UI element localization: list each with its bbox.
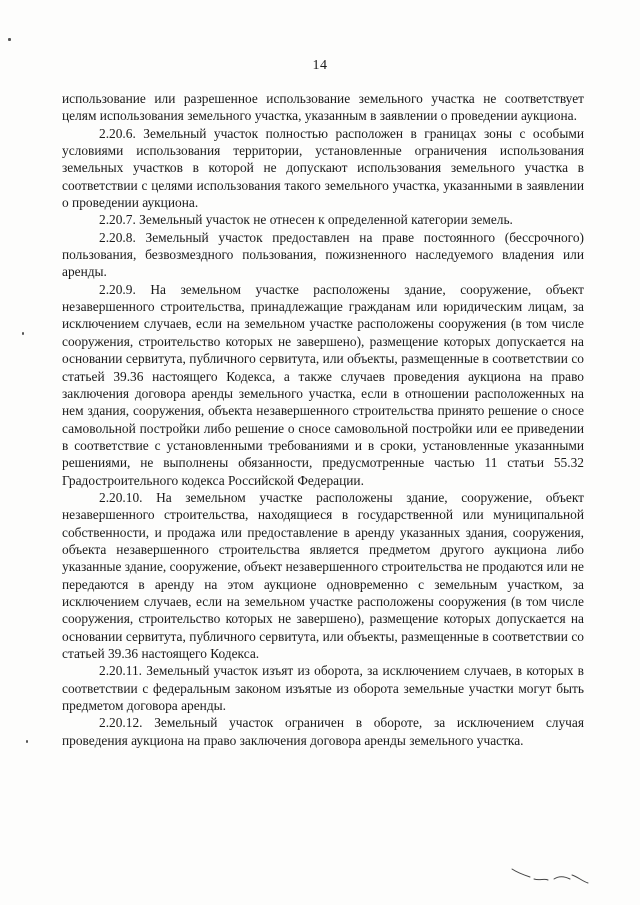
paragraph-2-20-12: 2.20.12. Земельный участок ограничен в обороте, за исключением случая проведения аукциона на право заключения договора аренды земельного участка. [62, 715, 584, 748]
paragraph-2-20-8: 2.20.8. Земельный участок предоставлен на праве постоянного (бессрочного) пользования, безвозмездного пользования, пожизненного наследуемого владения или аренды. [62, 229, 584, 280]
paragraph-2-20-6: 2.20.6. Земельный участок полностью расположен в границах зоны с особыми условиями использования территории, установленные ограничения использования земельных участков в которой не допускают использования земельного участка в соответствии с целями использования такого земельного участка, указанными в заявлении о проведении аукциона. [62, 125, 584, 211]
paragraph-2-20-7: 2.20.7. Земельный участок не отнесен к определенной категории земель. [99, 212, 513, 228]
scan-mark [8, 38, 11, 41]
document-body [62, 90, 584, 749]
signature-scribble [510, 861, 590, 887]
paragraph-continuation: использование или разрешенное использование земельного участка не соответствует целям использования земельного участка, указанным в заявлении о проведении аукциона. [62, 91, 584, 124]
scan-mark [22, 332, 24, 335]
paragraph-2-20-10: 2.20.10. На земельном участке расположены здание, сооружение, объект незавершенного строительства, находящиеся в государственной или муниципальной собственности, и продажа или предоставление в аренду указанных здания, сооружения, объекта незавершенного строительства является предметом другого аукциона либо указанные здание, сооружение, объект незавершенного строительства не продаются или не передаются в аренду на этом аукционе одновременно с земельным участком, за исключением случаев, если на земельном участке расположены сооружения (в том числе сооружения, строительство которых не завершено), размещение которых допускается на основании сервитута, публичного сервитута, или объекты, размещенные в соответствии со статьей 39.36 настоящего Кодекса. [62, 489, 584, 661]
paragraph-2-20-11: 2.20.11. Земельный участок изъят из оборота, за исключением случаев, в которых в соответствии с федеральным законом изъятые из оборота земельные участки могут быть предметом договора аренды. [62, 663, 584, 714]
scan-mark [26, 740, 28, 743]
paragraph-2-20-9: 2.20.9. На земельном участке расположены здание, сооружение, объект незавершенного строительства, принадлежащие гражданам или юридическим лицам, за исключением случаев, если на земельном участке расположены сооружения (в том числе сооружения, строительство которых не завершено), размещение которых допускается на основании сервитута, публичного сервитута, или объекты, размещенные в соответствии со статьей 39.36 настоящего Кодекса, а также случаев проведения аукциона на право заключения договора аренды земельного участка, если в отношении расположенных на нем здания, сооружения, объекта незавершенного строительства принято решение о сносе самовольной постройки либо решение о сносе самовольной постройки или ее приведении в соответствие с установленными требованиями и в сроки, установленные указанными решениями, не выполнены обязанности, предусмотренные частью 11 статьи 55.32 Градостроительного кодекса Российской Федерации. [62, 281, 584, 488]
page-number: 14 [312, 58, 328, 73]
